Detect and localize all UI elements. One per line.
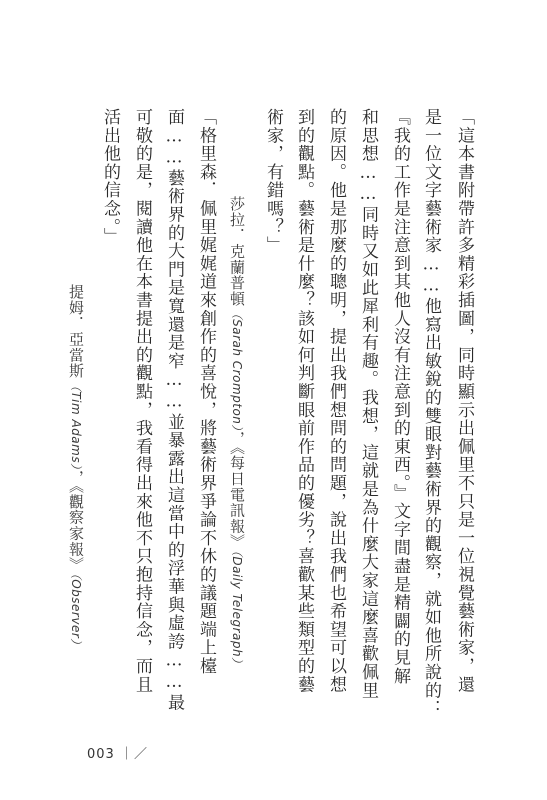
review2-attr-separator: ， bbox=[67, 469, 85, 486]
review1-line-4: 和思想……同時又如此犀利有趣。我想，這就是為什麼大家這麼喜歡佩里 bbox=[358, 108, 378, 700]
review2-line-1: 「格里森．佩里娓娓道來創作的喜悅，將藝術界爭論不休的議題端上檯 bbox=[196, 108, 216, 676]
review1-attribution bbox=[229, 196, 244, 670]
review1-author: 莎拉．克蘭普頓 bbox=[228, 196, 246, 307]
review2-author-en: （Tim Adams） bbox=[69, 378, 83, 470]
page-number: 003 ｜／ bbox=[87, 747, 148, 762]
review1-author-en: （Sarah Crompton） bbox=[230, 306, 244, 431]
review1-line-1: 「這本書附帶許多精彩插圖，同時顯示出佩里不只是一位視覺藝術家，還 bbox=[454, 108, 474, 694]
review2-publication-en: （Observer） bbox=[69, 572, 83, 651]
review1-publication: 《每日電訊報》 bbox=[228, 446, 246, 550]
review1-publication-en: （Daily Telegraph） bbox=[230, 549, 244, 670]
review2-line-3: 可敬的是，閱讀他在本書提出的觀點，我看得出來他不只抱持信念，而且 bbox=[132, 108, 152, 694]
review2-line-2: 面……藝術界的大門是寬還是窄……並暴露出這當中的浮華與虛誇……最 bbox=[164, 108, 184, 712]
review2-author: 提姆．亞當斯 bbox=[67, 284, 85, 379]
review1-line-5: 的原因。他是那麼的聰明，提出我們想問的問題，說出我們也希望可以想 bbox=[326, 108, 346, 694]
review1-attr-separator: ， bbox=[228, 430, 246, 447]
review1-line-7: 術家，有錯嗎？」 bbox=[263, 108, 283, 255]
review1-line-2: 是一位文字藝術家……他寫出敏銳的雙眼對藝術界的觀察，就如他所說的： bbox=[421, 108, 441, 718]
review1-line-6: 到的觀點。藝術是什麼？該如何判斷眼前作品的優劣？喜歡某些類型的藝 bbox=[294, 108, 314, 694]
review2-line-4: 活出他的信念。」 bbox=[100, 108, 120, 246]
review2-publication: 《觀察家報》 bbox=[67, 485, 85, 573]
review2-attribution bbox=[68, 284, 83, 651]
review1-line-3: 『我的工作是注意到其他人沒有注意到的東西。』文字間盡是精闢的見解 bbox=[390, 108, 410, 686]
